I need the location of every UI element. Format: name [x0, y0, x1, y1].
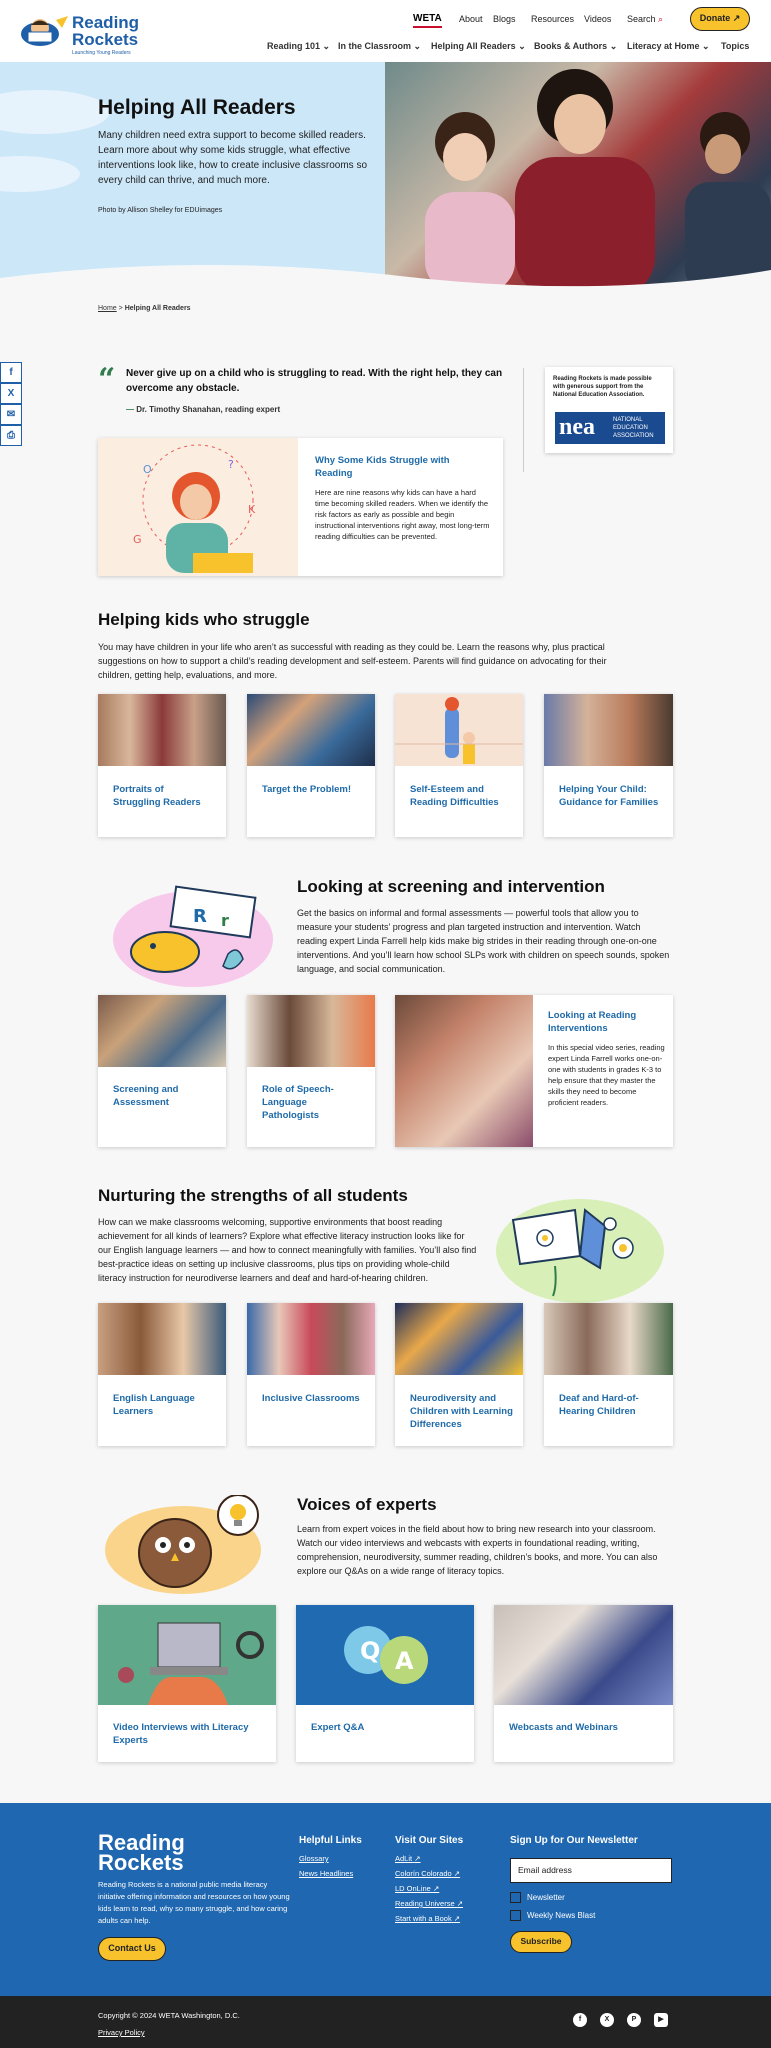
logo-line-1: Reading: [72, 13, 140, 32]
card-title: Self-Esteem and Reading Difficulties: [410, 784, 499, 808]
sponsor-box: [545, 367, 673, 453]
card-photo: [247, 1303, 375, 1375]
svg-text:G: G: [133, 533, 142, 546]
card-title: Inclusive Classrooms: [262, 1393, 360, 1404]
helpful-links-heading: Helpful Links: [299, 1835, 362, 1846]
link-label: Reading Universe: [395, 1899, 455, 1908]
svg-text:R: R: [193, 906, 207, 927]
newsletter-heading: Sign Up for Our Newsletter: [510, 1835, 638, 1846]
site-header: [0, 0, 771, 62]
feature-card-description: Here are nine reasons why kids can have a hard time becoming skilled readers. When we identify the risk factors as early as possible and begin instructional interventions right away, most long-term reading difficulties can be prevented.: [315, 488, 490, 541]
footer-description: Reading Rockets is a national public media literacy initiative offering information and resources on how young kids learn to read, why so many struggle, and how caring adults can help.: [98, 1880, 290, 1925]
news-headlines-link[interactable]: News Headlines: [299, 1869, 354, 1878]
reading-universe-link[interactable]: [395, 1899, 463, 1908]
resources-link[interactable]: Resources: [531, 14, 575, 24]
videos-link[interactable]: Videos: [584, 14, 612, 24]
card-deaf-hard-of-hearing[interactable]: [544, 1303, 673, 1446]
quote-dash: —: [126, 405, 134, 414]
section-title-voices: Voices of experts: [297, 1495, 437, 1514]
card-self-esteem-reading-difficulties[interactable]: [395, 694, 523, 837]
bottom-bar: [0, 1996, 771, 2048]
card-title: Helping Your Child: Guidance for Families: [559, 784, 659, 808]
struggling-reader-illustration: [98, 438, 298, 576]
newsletter-checkbox-label: Newsletter: [527, 1893, 565, 1902]
card-portraits-struggling-readers[interactable]: [98, 694, 226, 837]
nav-helping-all-readers[interactable]: [431, 41, 526, 52]
breadcrumb-separator: >: [118, 305, 123, 312]
seahorse-fish-illustration: [103, 884, 273, 994]
rocket-reader-icon: [20, 14, 70, 48]
card-title: Deaf and Hard-of-Hearing Children: [559, 1393, 639, 1417]
divider: [523, 368, 524, 472]
section-title-screening: Looking at screening and intervention: [297, 877, 605, 896]
nav-literacy-at-home[interactable]: [627, 41, 710, 52]
weekly-news-blast-checkbox[interactable]: [510, 1910, 521, 1921]
link-label: Colorín Colorado: [395, 1869, 452, 1878]
card-webcasts-webinars[interactable]: [494, 1605, 673, 1762]
card-title: Video Interviews with Literacy Experts: [113, 1722, 249, 1746]
chevron-down-icon: ⌄: [322, 41, 331, 51]
laptop-headphones-illustration: [98, 1605, 276, 1705]
breadcrumb-home-link[interactable]: Home: [98, 305, 117, 312]
chevron-down-icon: ⌄: [702, 41, 710, 51]
external-link-icon: ↗: [456, 1899, 464, 1908]
section-title-nurturing: Nurturing the strengths of all students: [98, 1186, 408, 1205]
start-with-a-book-link[interactable]: [395, 1914, 460, 1923]
section-text-helping-kids: You may have children in your life who aren’t as successful with reading as they could be. Learn the reasons why, plus practical suggestions on how to support a child’s reading development and self-esteem. Parents will find guidance on advocating for their children, getting help, evaluations, and more.: [98, 642, 607, 680]
quote-author: [126, 405, 280, 414]
section-text-screening: Get the basics on informal and formal assessments — powerful tools that allow you to measure your students’ progress and plan targeted instruction and intervention. Watch reading expert Linda Farrell help kids make big strides in their reading through one-on-one interventions. And you’ll learn how school SLPs work with children on speech sounds, spoken language, and social communication.: [297, 908, 670, 974]
colorin-colorado-link[interactable]: [395, 1869, 460, 1878]
svg-text:r: r: [221, 911, 229, 930]
svg-text:K: K: [248, 503, 256, 516]
card-photo: [544, 1303, 673, 1375]
external-link-icon: ↗: [453, 1869, 461, 1878]
donate-label: Donate: [699, 13, 731, 23]
facebook-share-icon[interactable]: f: [0, 362, 22, 383]
card-photo: [395, 1303, 523, 1375]
card-title: Webcasts and Webinars: [509, 1722, 618, 1733]
nav-reading-101[interactable]: [267, 41, 330, 52]
card-video-interviews[interactable]: [98, 1605, 276, 1762]
card-title: Looking at Reading Interventions: [548, 1010, 637, 1034]
card-photo: [247, 995, 375, 1067]
ld-online-link[interactable]: [395, 1884, 439, 1893]
card-target-the-problem[interactable]: [247, 694, 375, 837]
link-label: LD OnLine: [395, 1884, 431, 1893]
nav-in-the-classroom[interactable]: [338, 41, 421, 52]
card-photo: [544, 694, 673, 766]
svg-text:O: O: [143, 463, 152, 476]
card-photo: [494, 1605, 673, 1705]
qa-q-letter: Q: [360, 1637, 381, 1665]
card-title: Expert Q&A: [311, 1722, 365, 1733]
qa-speech-bubbles-icon: [296, 1605, 474, 1705]
external-link-icon: ↗: [453, 1914, 461, 1923]
card-speech-language-pathologists[interactable]: [247, 995, 375, 1147]
quote-text: Never give up on a child who is struggling to read. With the right help, they can overcome any obstacle.: [126, 368, 503, 394]
hero: [0, 62, 771, 294]
hero-wave-divider: [0, 258, 771, 294]
card-title: Portraits of Struggling Readers: [113, 784, 201, 808]
nea-logo-subtitle: NATIONAL EDUCATION ASSOCIATION: [613, 417, 654, 439]
nav-label: Books & Authors: [534, 41, 608, 51]
card-photo: [98, 694, 226, 766]
donate-button[interactable]: [690, 7, 750, 31]
footer-logo-line-1: Reading: [98, 1830, 185, 1855]
youtube-icon[interactable]: ▶: [654, 2013, 668, 2027]
search-label: Search: [627, 14, 656, 24]
card-reading-interventions[interactable]: [395, 995, 673, 1147]
search-icon: ⌕: [658, 14, 664, 24]
external-link-icon: ↗: [414, 1854, 421, 1863]
card-photo: [395, 995, 533, 1147]
card-inclusive-classrooms[interactable]: [247, 1303, 375, 1446]
owl-lightbulb-illustration: [103, 1495, 273, 1595]
chevron-down-icon: ⌄: [609, 41, 618, 51]
feature-card-title: Why Some Kids Struggle with Reading: [315, 455, 450, 479]
nav-topics[interactable]: Topics: [721, 41, 750, 51]
page-title: Helping All Readers: [98, 96, 296, 119]
newsletter-checkbox[interactable]: [510, 1892, 521, 1903]
card-title: Neurodiversity and Children with Learning Differences: [410, 1393, 513, 1430]
link-label: Start with a Book: [395, 1914, 452, 1923]
card-photo: [247, 694, 375, 766]
photo-credit: Photo by Allison Shelley for EDUimages: [98, 207, 223, 214]
card-title: Role of Speech-Language Pathologists: [262, 1084, 334, 1121]
subscribe-button[interactable]: Subscribe: [510, 1931, 572, 1953]
adlit-link[interactable]: [395, 1854, 421, 1863]
external-link-icon: ↗: [732, 13, 741, 23]
x-twitter-icon[interactable]: X: [600, 2013, 614, 2027]
card-expert-qa[interactable]: [296, 1605, 474, 1762]
contact-us-button[interactable]: Contact Us: [98, 1937, 166, 1961]
nav-label: In the Classroom: [338, 41, 412, 51]
search-link[interactable]: [627, 14, 663, 28]
chevron-down-icon: ⌄: [413, 41, 422, 51]
nav-label: Reading 101: [267, 41, 321, 51]
nea-logo[interactable]: [555, 412, 665, 444]
reading-rockets-logo[interactable]: [20, 10, 140, 54]
nav-books-authors[interactable]: [534, 41, 617, 52]
privacy-policy-link[interactable]: Privacy Policy: [98, 2028, 145, 2037]
sponsor-text: Reading Rockets is made possible with generous support from the National Education Association.: [553, 376, 652, 398]
svg-text:?: ?: [228, 458, 234, 471]
about-link[interactable]: About: [459, 14, 483, 24]
footer-logo-line-2: Rockets: [98, 1850, 184, 1875]
site-footer: [0, 1803, 771, 1996]
glossary-link[interactable]: Glossary: [299, 1854, 329, 1863]
hero-description: Many children need extra support to become skilled readers. Learn more about why some kids struggle, what effective interventions look like, how to create inclusive classrooms so every child can thrive, and much more.: [98, 130, 368, 186]
chevron-down-icon: ⌄: [518, 41, 526, 51]
card-title: English Language Learners: [113, 1393, 195, 1417]
card-title: Target the Problem!: [262, 784, 352, 795]
x-share-icon[interactable]: X: [0, 383, 22, 404]
card-screening-assessment[interactable]: [98, 995, 226, 1147]
card-photo: [98, 995, 226, 1067]
weekly-news-blast-checkbox-label: Weekly News Blast: [527, 1911, 596, 1920]
card-neurodiversity[interactable]: [395, 1303, 523, 1446]
card-title: Screening and Assessment: [113, 1084, 179, 1108]
card-description: In this special video series, reading expert Linda Farrell works one-on-one with students in grades K-3 to help ensure that they master the skills they need to become proficient readers.: [548, 1043, 665, 1107]
nav-label: Helping All Readers: [431, 41, 516, 51]
nav-label: Literacy at Home: [627, 41, 700, 51]
section-text-nurturing: How can we make classrooms welcoming, supportive environments that boost reading achievement for all kinds of learners? Explore what effective literacy instruction looks like for our English language learners — and how to connect meaningfully with families. You’ll also find best-practice ideas on setting up inclusive classrooms, plus tips on providing whole-child literacy instruction for neurodiverse learners and deaf and hard-of-hearing children.: [98, 1217, 477, 1283]
print-icon[interactable]: ⎙: [0, 425, 22, 446]
logo-tagline: Launching Young Readers: [72, 50, 131, 56]
external-link-icon: ↗: [432, 1884, 440, 1893]
feature-card-why-kids-struggle[interactable]: [98, 438, 503, 576]
card-illustration: [395, 694, 523, 766]
qa-a-letter: A: [395, 1647, 414, 1675]
facebook-icon[interactable]: f: [573, 2013, 587, 2027]
copyright: Copyright © 2024 WETA Washington, D.C.: [98, 2011, 240, 2020]
section-title-helping-kids: Helping kids who struggle: [98, 610, 310, 629]
section-text-voices: Learn from expert voices in the field about how to bring new research into your classroom. Watch our video interviews and webcasts with experts in foundational reading, writing, comprehension, neurodiversity, summer reading, children’s books, and more. You can also explore our Q&As on a wide range of literacy topics.: [297, 1524, 658, 1576]
email-share-icon[interactable]: ✉: [0, 404, 22, 425]
card-english-language-learners[interactable]: [98, 1303, 226, 1446]
weta-link[interactable]: WETA: [413, 14, 442, 28]
link-label: AdLit: [395, 1854, 413, 1863]
pinterest-icon[interactable]: P: [627, 2013, 641, 2027]
breadcrumb-current: Helping All Readers: [124, 305, 191, 312]
breadcrumb: [98, 305, 191, 312]
card-helping-your-child[interactable]: [544, 694, 673, 837]
quote-author-name: Dr. Timothy Shanahan, reading expert: [136, 405, 281, 414]
open-book-flowers-illustration: [495, 1196, 665, 1306]
card-photo: [98, 1303, 226, 1375]
blogs-link[interactable]: Blogs: [493, 14, 516, 24]
email-input[interactable]: Email address: [510, 1858, 672, 1883]
quote-mark-icon: “: [98, 362, 116, 397]
logo-line-2: Rockets: [72, 30, 139, 49]
nea-logo-letters: nea: [559, 414, 595, 440]
visit-our-sites-heading: Visit Our Sites: [395, 1835, 464, 1846]
